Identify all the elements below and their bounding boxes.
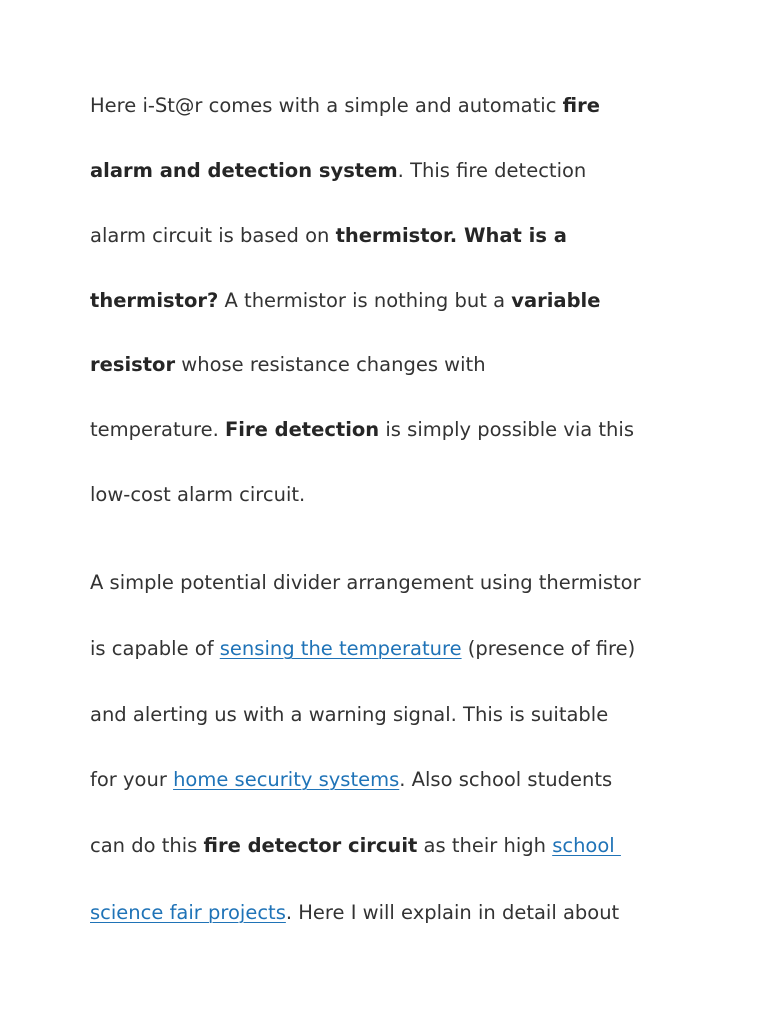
text-span: as their high [417, 834, 553, 857]
paragraph-1-line-4 [90, 289, 600, 313]
text-span: for your [90, 768, 174, 791]
text-span: A thermistor is nothing but a [218, 289, 512, 312]
paragraph-2-line-3 [90, 703, 608, 727]
paragraph-2-line-6 [90, 901, 619, 925]
paragraph-2-line-5 [90, 834, 621, 858]
paragraph-1-line-7 [90, 483, 305, 507]
paragraph-1-line-6 [90, 418, 634, 442]
text-span: (presence of fire) [461, 637, 636, 660]
bold-text: thermistor. What is a [335, 224, 567, 247]
text-span: temperature. [90, 418, 225, 441]
bold-text: variable [511, 289, 601, 312]
bold-text: thermistor? [90, 289, 219, 312]
text-span: is capable of [90, 637, 220, 660]
text-span: alarm circuit is based on [90, 224, 336, 247]
bold-text: resistor [90, 353, 176, 376]
link-home-security-systems[interactable]: home security systems [173, 768, 400, 791]
text-span: and alerting us with a warning signal. This is suitable [90, 703, 609, 726]
text-span: can do this [90, 834, 204, 857]
text-span: . Here I will explain in detail about [285, 901, 620, 924]
text-span: is simply possible via this [379, 418, 634, 441]
text-span: Here i-St@r comes with a simple and automatic [90, 94, 563, 117]
link-sensing-the-temperature[interactable]: sensing the temperature [219, 637, 462, 660]
paragraph-2-line-1 [90, 571, 641, 595]
paragraph-1-line-3 [90, 224, 567, 248]
bold-text: fire [562, 94, 600, 117]
paragraph-2-line-2 [90, 637, 635, 661]
paragraph-1-line-2 [90, 159, 586, 183]
text-span: . Also school students [399, 768, 613, 791]
link-school-science-fair-projects[interactable]: school [552, 834, 621, 857]
bold-text: fire detector circuit [203, 834, 418, 857]
paragraph-1-line-5 [90, 353, 486, 377]
text-span: low-cost alarm circuit. [90, 483, 306, 506]
text-span: A simple potential divider arrangement using thermistor [90, 571, 641, 594]
bold-text: Fire detection [224, 418, 380, 441]
bold-text: alarm and detection system [90, 159, 398, 182]
text-span: whose resistance changes with [175, 353, 486, 376]
paragraph-2-line-4 [90, 768, 612, 792]
paragraph-1-line-1 [90, 94, 600, 118]
text-span: . This fire detection [397, 159, 587, 182]
link-school-science-fair-projects-continued[interactable]: science fair projects [90, 901, 286, 924]
